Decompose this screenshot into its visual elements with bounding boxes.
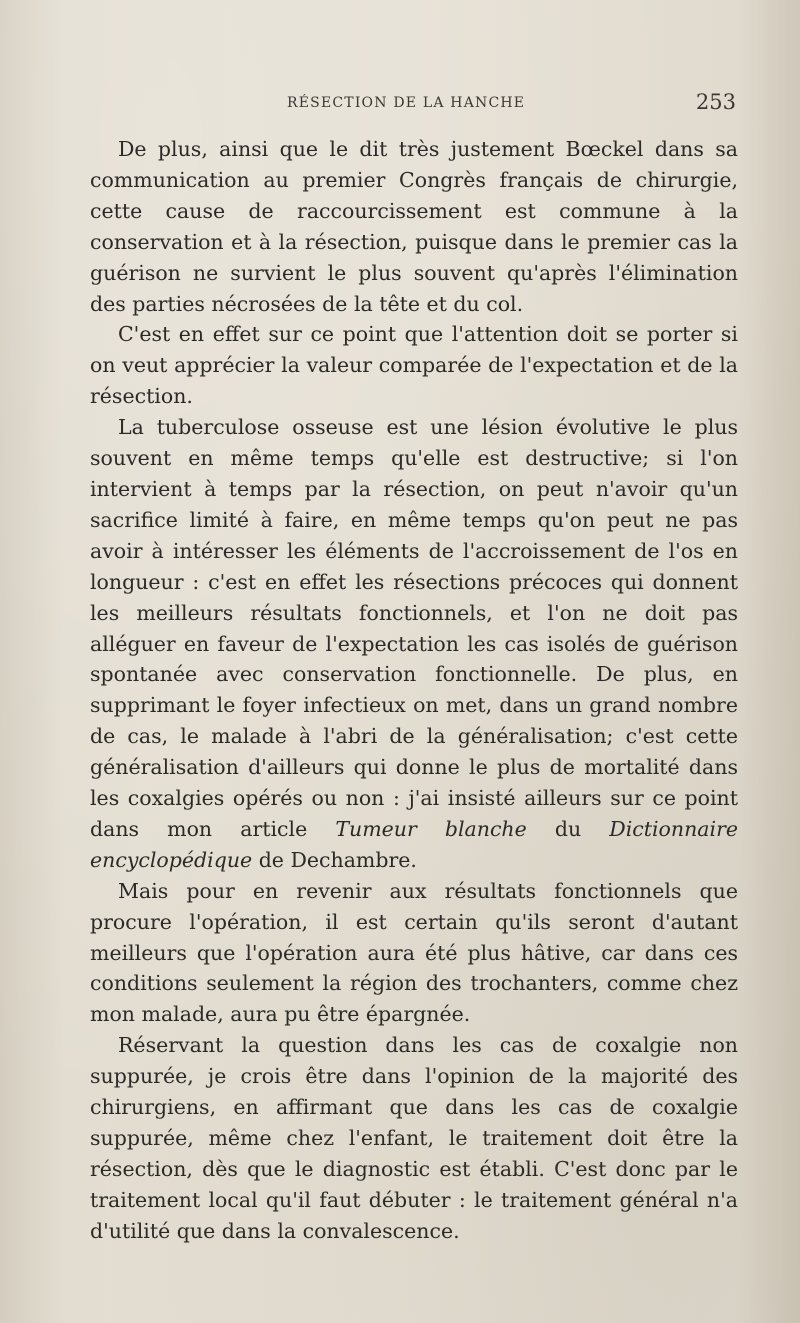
italic-article-title: Tumeur blanche: [335, 816, 527, 841]
paragraph-text: C'est en effet sur ce point que l'attention doit se porter si on veut apprécier la valeur comparée de l'expectation et de la résection.: [90, 322, 738, 409]
paragraph-text: De plus, ainsi que le dit très justement Bœckel dans sa communication au premier Congrès français de chirurgie, cette cause de raccourcissement est commune à la conservation et à la résection, puisque dans le premier cas la guérison ne survient le plus souvent qu'après l'élimination des parties nécrosées de la tête et du col.: [90, 137, 738, 316]
paragraph: [90, 876, 738, 1031]
italic-dictionary-title: Dictionnaire encyclopédique: [90, 816, 739, 872]
paragraph-text: Réservant la question dans les cas de coxalgie non suppurée, je crois être dans l'opinion de la majorité des chirurgiens, en affirmant que dans les cas de coxalgie suppurée, même chez l'enfant, le traitement doit être la résection, dès que le diagnostic est établi. C'est donc par le traitement local qu'il faut débuter : le traitement général n'a d'utilité que dans la convalescence.: [90, 1033, 738, 1243]
page-number: 253: [695, 90, 736, 114]
body-text: [90, 134, 738, 1247]
paragraph: [90, 134, 738, 319]
paragraph-text: Mais pour en revenir aux résultats fonctionnels que procure l'opération, il est certain qu'ils seront d'autant meilleurs que l'opération aura été plus hâtive, car dans ces conditions seulement la région des trochanters, comme chez mon malade, aura pu être épargnée.: [90, 878, 738, 1027]
paragraph-text: La tuberculose osseuse est une lésion évolutive le plus souvent en même temps qu'elle est destructive; si l'on intervient à temps par la résection, on peut n'avoir qu'un sacrifice limité à faire, en même temps qu'on peut ne pas avoir à intéresser les éléments de l'accroissement de l'os en longueur : c'est en effet les résections précoces qui donnent les meilleurs résultats fonctionnels, et l'on ne doit pas alléguer en faveur de l'expectation les cas isolés de guérison spontanée avec conservation fonctionnelle. De plus, en supprimant le foyer infectieux on met, dans un grand nombre de cas, le malade à l'abri de la généralisation; c'est cette généralisation d'ailleurs qui donne le plus de mortalité dans les coxalgies opérés ou non : j'ai insisté ailleurs sur ce point dans mon article: [90, 415, 738, 841]
running-title: RÉSECTION DE LA HANCHE: [287, 95, 526, 111]
paragraph-text: du: [526, 816, 610, 841]
page-header: [90, 90, 738, 122]
paragraph: [90, 1030, 738, 1246]
paragraph: [90, 412, 738, 876]
paragraph: [90, 319, 738, 412]
paragraph-text: de Dechambre.: [252, 847, 417, 872]
